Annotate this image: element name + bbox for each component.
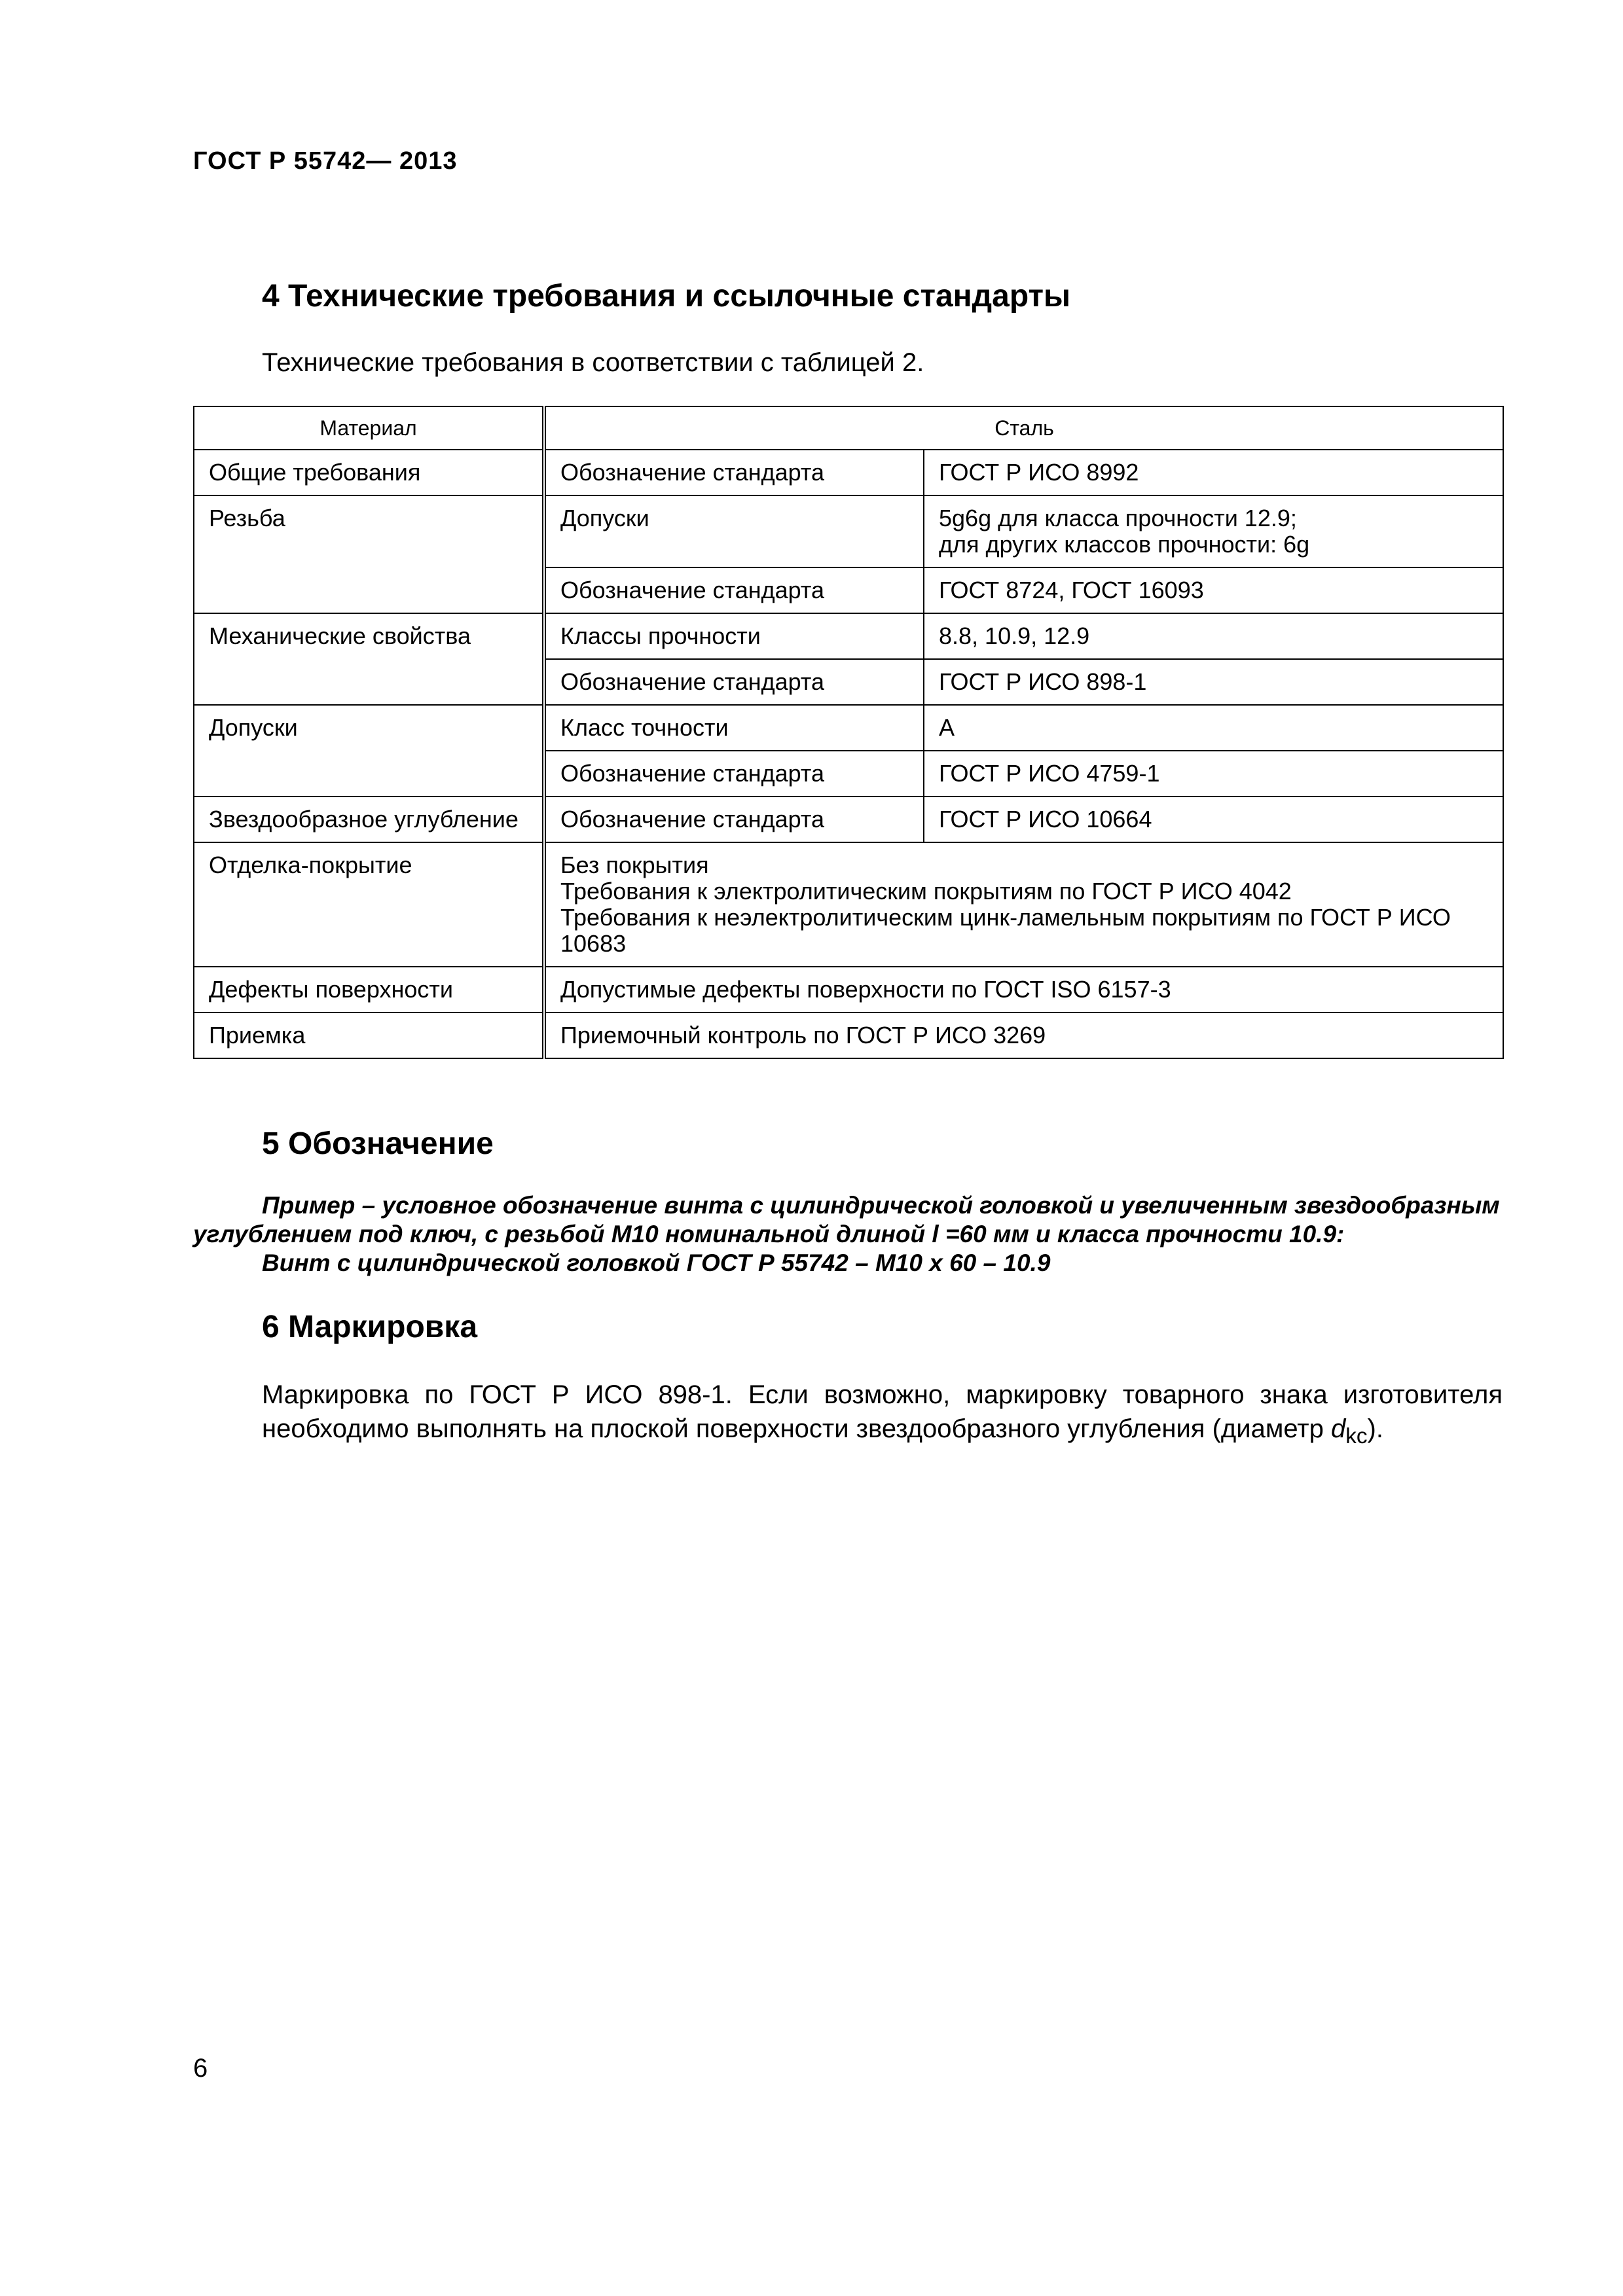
example-line-3: Винт с цилиндрической головкой ГОСТ Р 55742 – M10 x 60 – 10.9 <box>262 1249 1051 1276</box>
row-value: ГОСТ Р ИСО 10664 <box>924 797 1503 842</box>
row-value: ГОСТ 8724, ГОСТ 16093 <box>924 567 1503 613</box>
row-param: Классы прочности <box>544 613 924 659</box>
requirements-table <box>193 406 1504 1059</box>
page-number: 6 <box>193 2054 208 2083</box>
header-steel: Сталь <box>544 406 1503 450</box>
section-6-title: 6 Маркировка <box>262 1310 478 1344</box>
row-label-thread: Резьба <box>194 495 544 613</box>
row-label-tolerances: Допуски <box>194 705 544 797</box>
table-row <box>194 842 1503 967</box>
header-material: Материал <box>194 406 544 450</box>
section-5-title: 5 Обозначение <box>262 1126 494 1161</box>
row-value: Без покрытия Требования к электролитическим покрытиям по ГОСТ Р ИСО 4042 Требования к неэлектролитическим цинк-ламельным покрытиям по ГОСТ Р ИСО 10683 <box>544 842 1503 967</box>
row-label-general: Общие требования <box>194 450 544 495</box>
section-4-title: 4 Технические требования и ссылочные стандарты <box>262 279 1071 314</box>
example-line-2: углублением под ключ, с резьбой М10 номинальной длиной l =60 мм и класса прочности 10.9: <box>193 1221 1345 1247</box>
document-header: ГОСТ Р 55742— 2013 <box>193 147 458 175</box>
table-row <box>194 967 1503 1013</box>
row-label-finish: Отделка-покрытие <box>194 842 544 967</box>
row-label-recess: Звездообразное углубление <box>194 797 544 842</box>
row-value: 5g6g для класса прочности 12.9; для других классов прочности: 6g <box>924 495 1503 567</box>
example-line-1: Пример – условное обозначение винта с цилиндрической головкой и увеличенным звездообразным <box>262 1192 1500 1219</box>
table-row <box>194 1013 1503 1058</box>
row-value: Приемочный контроль по ГОСТ Р ИСО 3269 <box>544 1013 1503 1058</box>
table-row <box>194 705 1503 751</box>
designation-example <box>193 1191 1503 1278</box>
row-label-mechanical: Механические свойства <box>194 613 544 705</box>
section-4-intro: Технические требования в соответствии с таблицей 2. <box>262 348 924 377</box>
row-param: Обозначение стандарта <box>544 797 924 842</box>
table-header-row <box>194 406 1503 450</box>
row-param: Обозначение стандарта <box>544 567 924 613</box>
row-label-defects: Дефекты поверхности <box>194 967 544 1013</box>
row-param: Класс точности <box>544 705 924 751</box>
row-value: ГОСТ Р ИСО 8992 <box>924 450 1503 495</box>
row-param: Обозначение стандарта <box>544 751 924 797</box>
row-value: ГОСТ Р ИСО 4759-1 <box>924 751 1503 797</box>
row-param: Обозначение стандарта <box>544 659 924 705</box>
marking-paragraph <box>193 1378 1503 1454</box>
row-value: ГОСТ Р ИСО 898-1 <box>924 659 1503 705</box>
row-value: A <box>924 705 1503 751</box>
row-value: Допустимые дефекты поверхности по ГОСТ ISO 6157-3 <box>544 967 1503 1013</box>
table-row <box>194 613 1503 659</box>
table-row <box>194 450 1503 495</box>
marking-text-end: ). <box>1367 1414 1383 1443</box>
row-param: Обозначение стандарта <box>544 450 924 495</box>
marking-text: Маркировка по ГОСТ Р ИСО 898-1. Если возможно, маркировку товарного знака изготовителя необходимо выполнять на плоской поверхности звездообразного углубления (диаметр <box>262 1380 1503 1443</box>
row-param: Допуски <box>544 495 924 567</box>
table-row <box>194 797 1503 842</box>
row-value: 8.8, 10.9, 12.9 <box>924 613 1503 659</box>
diameter-subscript: kc <box>1345 1424 1368 1448</box>
table-row <box>194 495 1503 567</box>
row-label-acceptance: Приемка <box>194 1013 544 1058</box>
diameter-symbol: d <box>1330 1414 1346 1443</box>
